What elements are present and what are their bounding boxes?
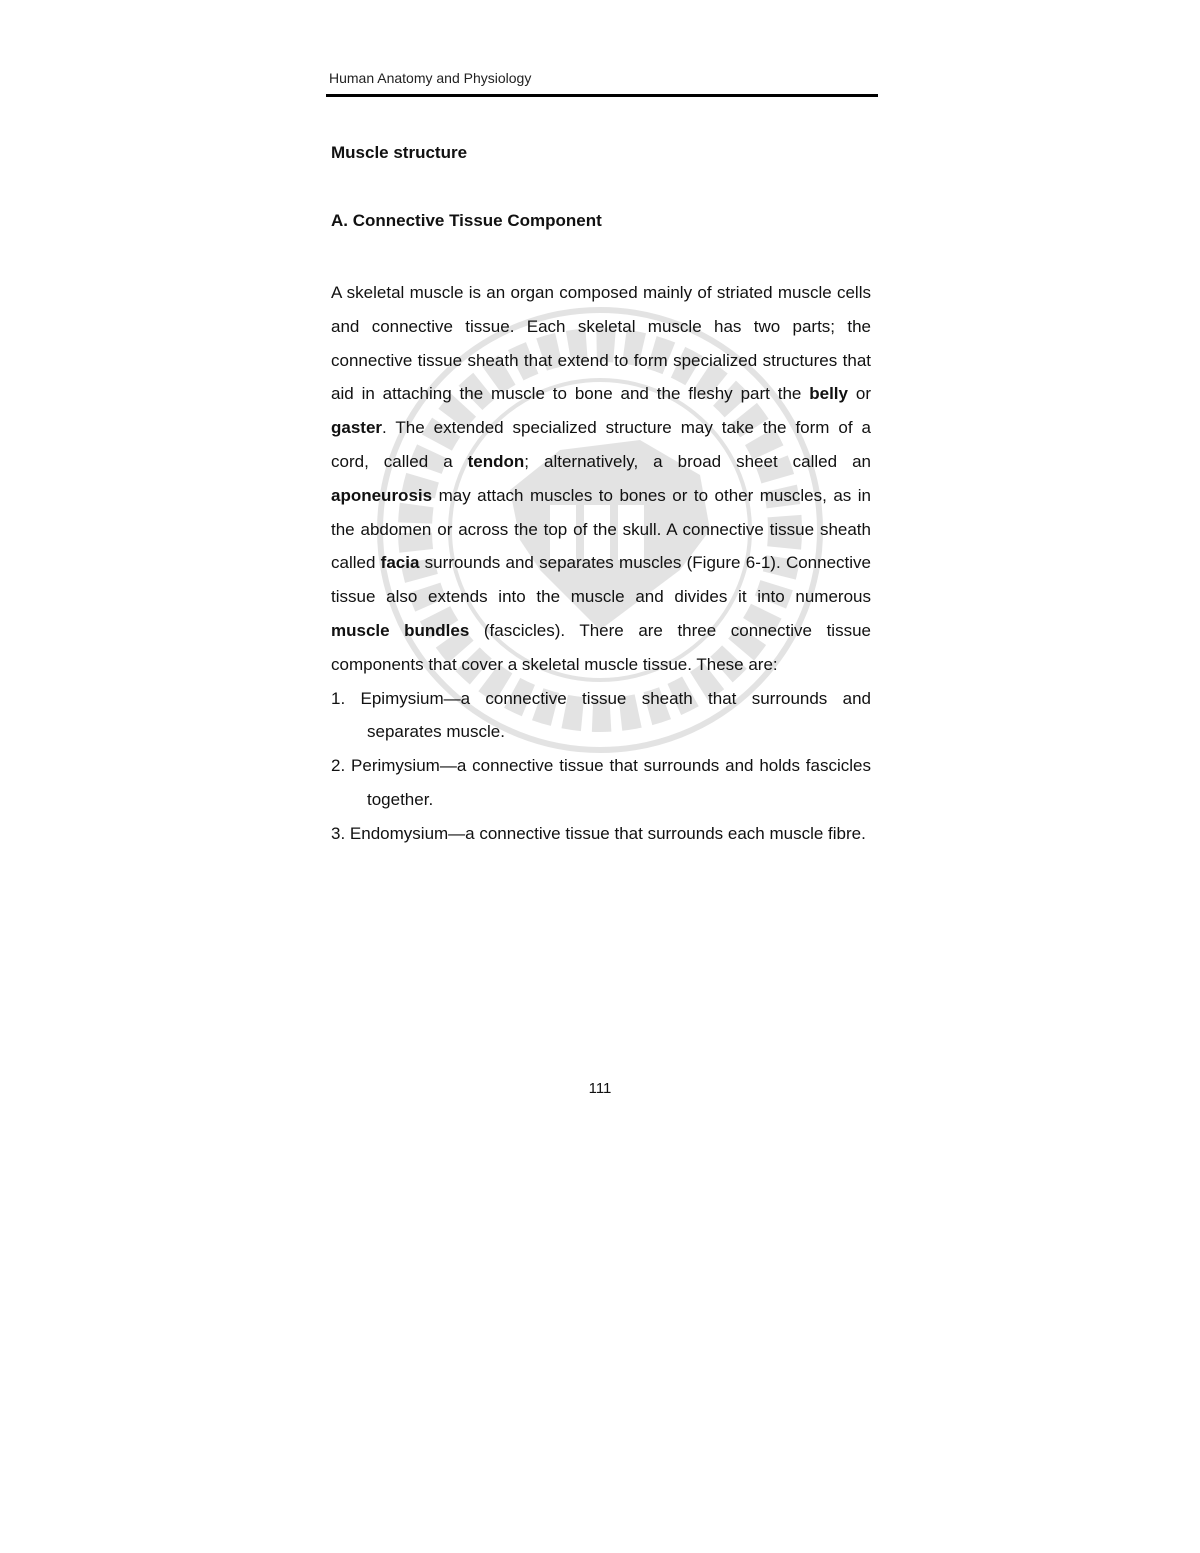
list-item (331, 682, 871, 750)
section-title: Muscle structure (331, 143, 468, 162)
header-rule (326, 94, 878, 97)
running-header: Human Anatomy and Physiology (329, 70, 532, 86)
list-number: 2. (331, 756, 346, 776)
list-text: Endomysium—a connective tissue that surrounds each muscle fibre. (349, 823, 866, 843)
term-facia: facia (380, 553, 420, 573)
text-run: (fascicles). There are three connective tissue components that cover a skeletal muscle tissue. These are: (331, 620, 871, 674)
page-content (331, 140, 871, 851)
text-run: ; alternatively, a broad sheet called an (524, 451, 871, 471)
term-aponeurosis: aponeurosis (331, 485, 433, 505)
term-muscle-bundles: muscle bundles (331, 620, 470, 640)
term-gaster: gaster (331, 418, 383, 438)
list-number: 3. (331, 823, 346, 843)
text-run: may attach muscles to bones or to other muscles, as in the abdomen or across the top of the skull. A connective tissue sheath called (331, 485, 871, 573)
body-paragraph (331, 276, 871, 682)
term-belly: belly (809, 384, 848, 404)
text-run: . The extended specialized structure may take the form of a cord, called a (331, 418, 871, 471)
term-tendon: tendon (467, 451, 525, 471)
list-text: Epimysium—a connective tissue sheath that surrounds and separates muscle. (360, 688, 871, 742)
text-run: surrounds and separates muscles (Figure 6-1). Connective tissue also extends into the muscle and divides it into numerous (331, 553, 871, 607)
list-item (331, 749, 871, 817)
list-text: Perimysium—a connective tissue that surrounds and holds fascicles together. (351, 756, 871, 809)
subsection-title: A. Connective Tissue Component (331, 211, 602, 230)
page-number: 111 (588, 1080, 612, 1097)
component-list (331, 682, 871, 851)
text-run: or (848, 384, 871, 404)
text-run: A skeletal muscle is an organ composed mainly of striated muscle cells and connective tissue. Each skeletal muscle has two parts; the connective tissue sheath that extend to form specialized structures that aid in attaching the muscle to bone and the fleshy part the (331, 283, 871, 404)
list-item (331, 817, 871, 851)
list-number: 1. (331, 688, 346, 708)
